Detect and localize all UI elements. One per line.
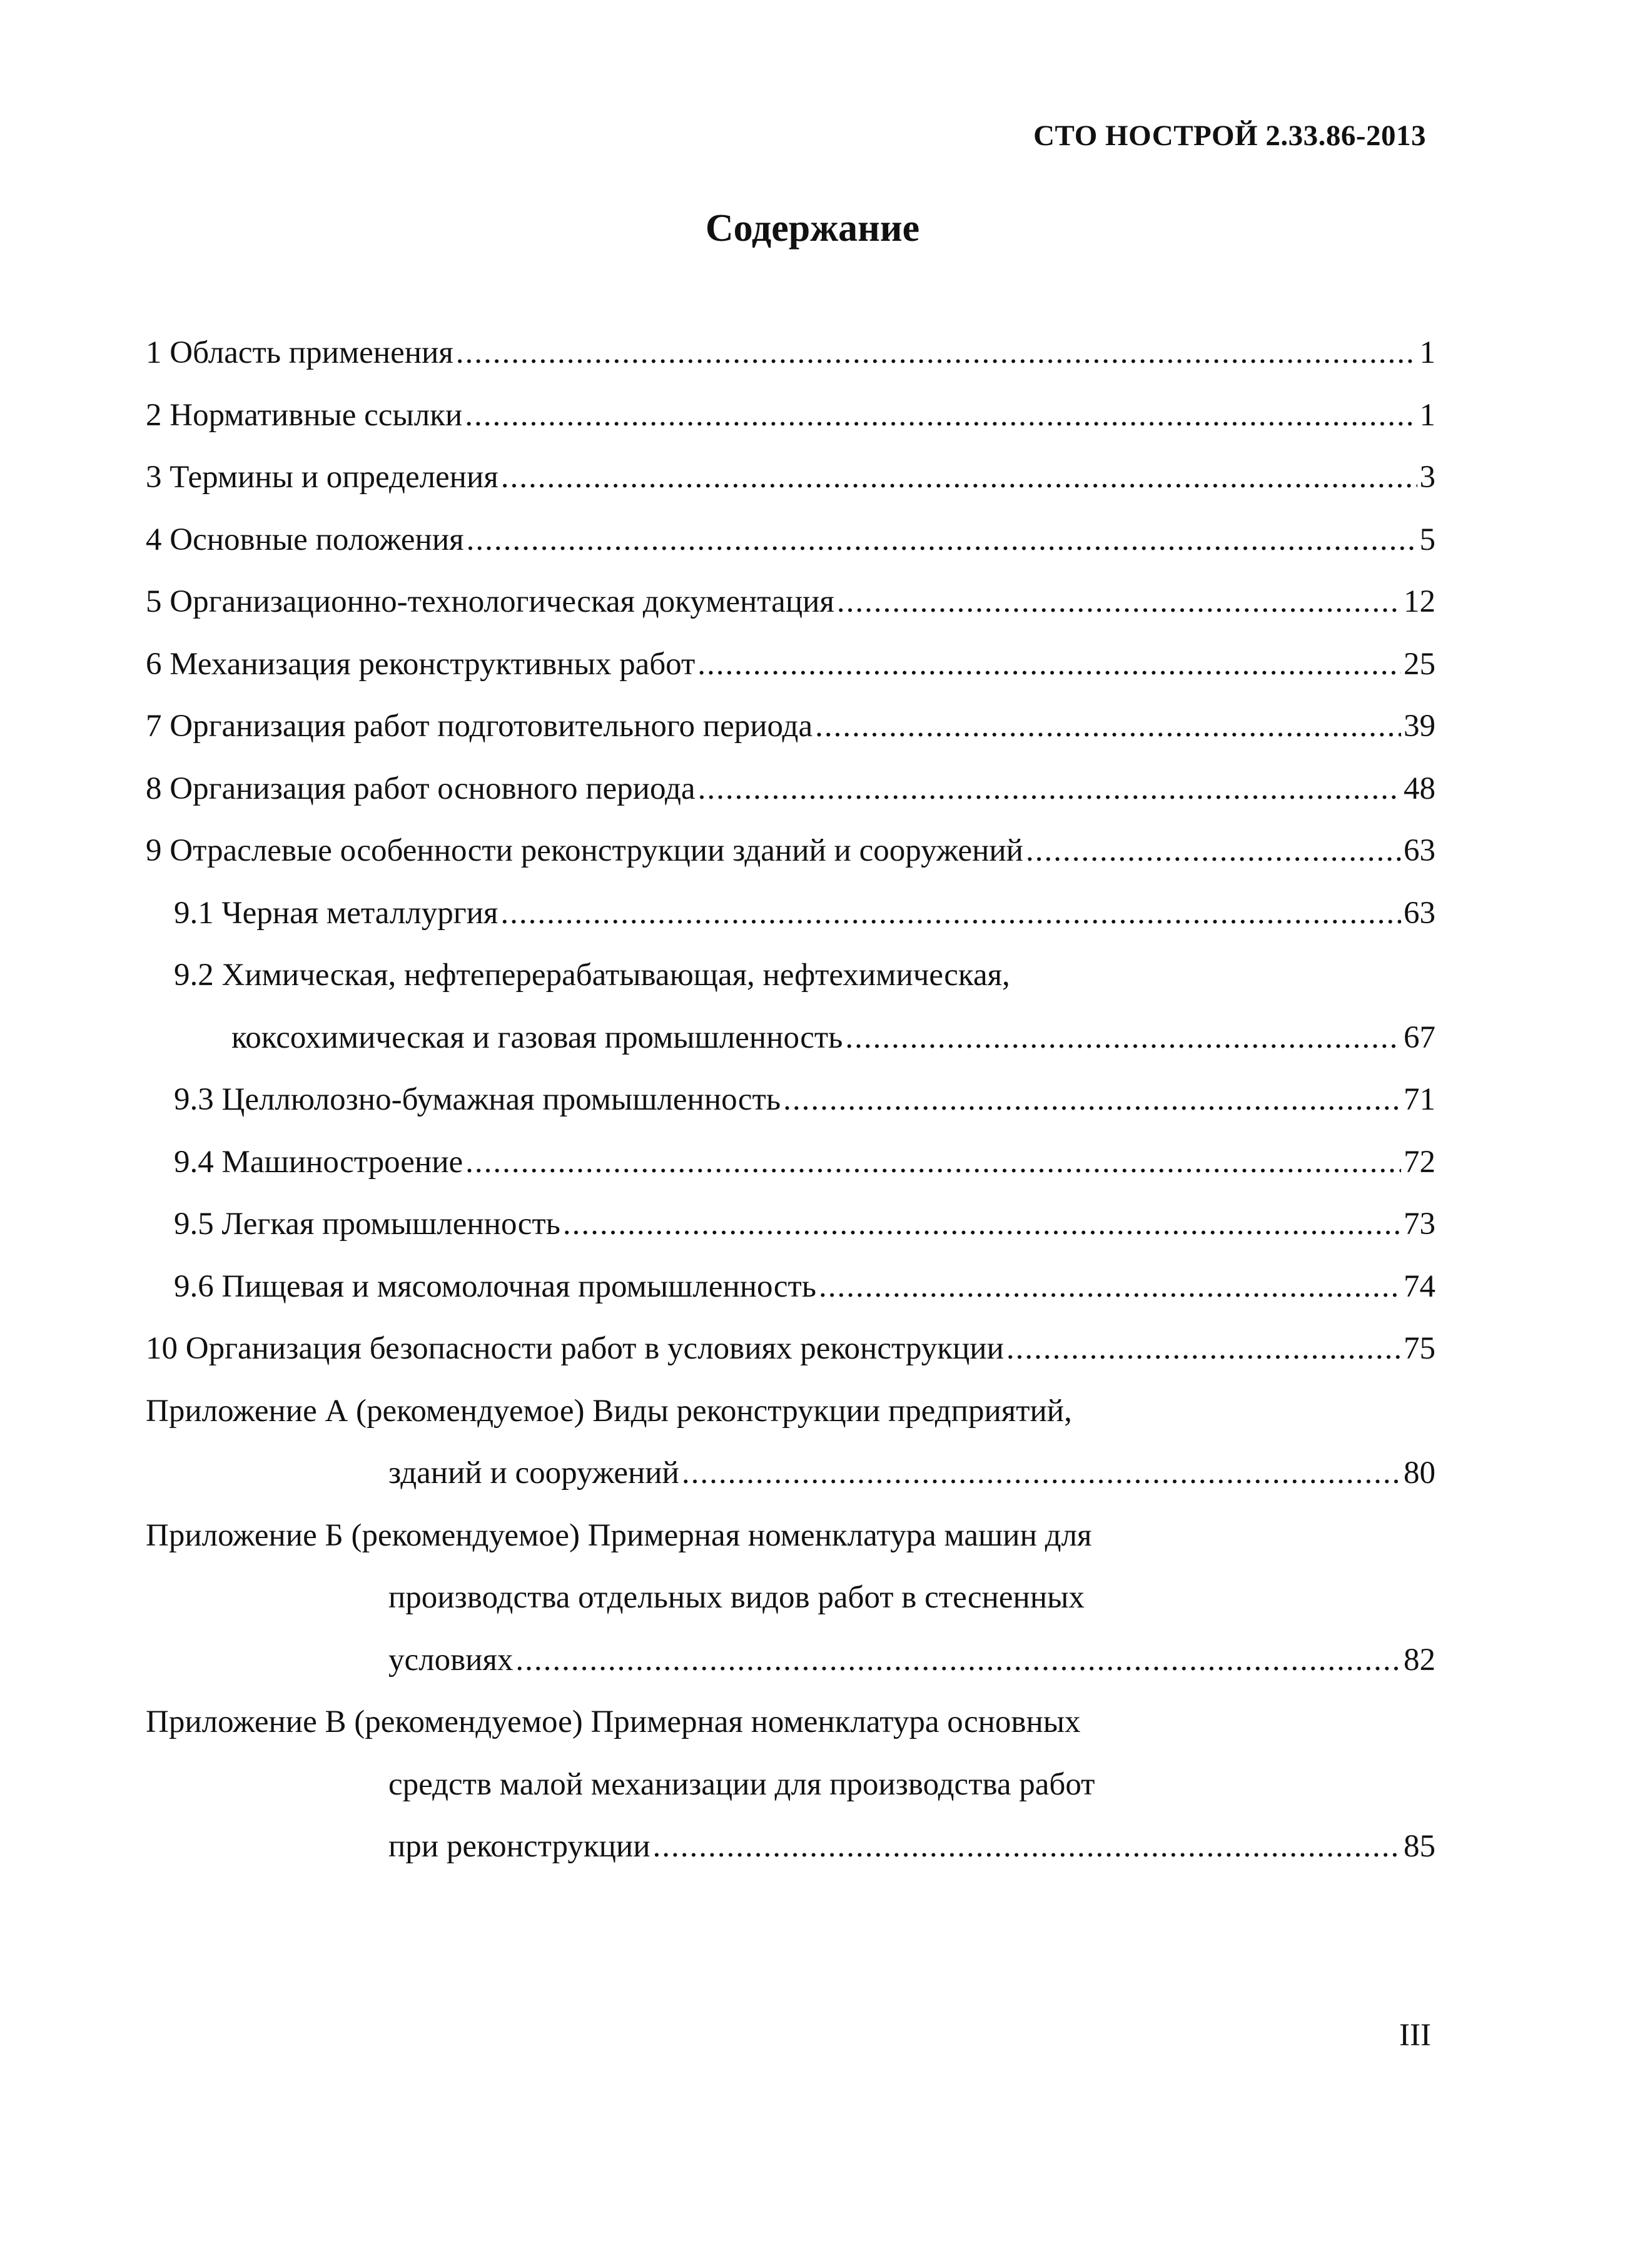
toc-entry-title: Приложение Б (рекомендуемое) Примерная номенклатура машин для [146,1517,1092,1553]
toc-entry-title: 9.3 Целлюлозно-бумажная промышленность [174,1082,781,1117]
toc-entry[interactable] [146,820,1435,883]
dot-leader [467,509,1417,572]
toc-entry[interactable] [146,509,1435,572]
toc-line [146,1754,1435,1816]
toc-entry[interactable] [146,447,1435,509]
toc-entry-title: 9.6 Пищевая и мясомолочная промышленность [174,1268,816,1304]
toc-line [146,1193,1435,1256]
toc-line [146,883,1435,945]
toc-line [146,1629,1435,1692]
toc-line [146,385,1435,447]
toc-line [146,1567,1435,1629]
toc-page-number: 1 [1419,397,1435,433]
toc-page-number: 71 [1404,1082,1435,1117]
toc-line [146,1007,1435,1070]
toc-entry-title: 9.4 Машиностроение [174,1144,463,1180]
toc-line [146,1691,1435,1754]
toc-entry-title: 5 Организационно-технологическая документация [146,584,834,619]
toc-entry-title: условиях [388,1642,514,1678]
toc-page-number: 67 [1404,1020,1435,1055]
toc-entry[interactable] [146,1318,1435,1380]
toc-line [146,1318,1435,1380]
toc-entry-title: 8 Организация работ основного периода [146,771,696,806]
document-code: СТО НОСТРОЙ 2.33.86-2013 [1033,119,1426,152]
dot-leader [501,447,1417,509]
dot-leader [1026,820,1401,883]
toc-entry[interactable] [146,883,1435,945]
dot-leader [837,571,1401,634]
toc-line [146,1256,1435,1319]
page-number: III [1399,2018,1431,2053]
toc-entry[interactable] [146,1505,1435,1692]
toc-entry-title: 10 Организация безопасности работ в условиях реконструкции [146,1331,1004,1366]
toc-line [146,696,1435,758]
toc-entry-title: 3 Термины и определения [146,460,499,495]
toc-entry[interactable] [146,571,1435,634]
toc-entry-title: Приложение В (рекомендуемое) Примерная номенклатура основных [146,1704,1081,1739]
toc-page-number: 63 [1404,833,1435,868]
toc-line [146,758,1435,821]
dot-leader [819,1256,1401,1319]
dot-leader [682,1442,1401,1505]
toc-entry[interactable] [146,385,1435,447]
dot-leader [1006,1318,1401,1380]
toc-line [146,1131,1435,1194]
dot-leader [515,1629,1401,1692]
table-of-contents [146,322,1435,1878]
toc-page-number: 39 [1404,709,1435,744]
toc-entry[interactable] [146,1256,1435,1319]
toc-entry-title: 9 Отраслевые особенности реконструкции зданий и сооружений [146,833,1023,868]
toc-page-number: 73 [1404,1207,1435,1242]
toc-entry-title: производства отдельных видов работ в стесненных [388,1580,1085,1615]
toc-line [146,1816,1435,1878]
toc-page-number: 48 [1404,771,1435,806]
dot-leader [465,1131,1401,1194]
toc-entry-title: 6 Механизация реконструктивных работ [146,646,696,682]
toc-line [146,322,1435,385]
toc-page-number: 74 [1404,1268,1435,1304]
dot-leader [698,758,1401,821]
toc-page-number: 12 [1404,584,1435,619]
toc-page-number: 82 [1404,1642,1435,1678]
toc-entry-title: 9.5 Легкая промышленность [174,1207,560,1242]
toc-entry-title: 9.2 Химическая, нефтеперерабатывающая, нефтехимическая, [174,958,1010,993]
toc-entry[interactable] [146,944,1435,1069]
toc-entry-title: 7 Организация работ подготовительного периода [146,709,813,744]
dot-leader [783,1069,1401,1131]
toc-line [146,1442,1435,1505]
toc-entry-title: средств малой механизации для производства работ [388,1766,1095,1802]
toc-page-number: 25 [1404,646,1435,682]
toc-line [146,571,1435,634]
toc-entry[interactable] [146,1069,1435,1131]
dot-leader [697,634,1401,696]
toc-line [146,1505,1435,1567]
toc-page-number: 5 [1419,522,1435,557]
toc-line [146,509,1435,572]
toc-entry[interactable] [146,696,1435,758]
toc-entry-title: 9.1 Черная металлургия [174,895,499,931]
toc-entry[interactable] [146,1131,1435,1194]
toc-entry[interactable] [146,634,1435,696]
dot-leader [845,1007,1401,1070]
dot-leader [465,385,1417,447]
toc-page-number: 72 [1404,1144,1435,1180]
toc-entry[interactable] [146,1193,1435,1256]
toc-entry[interactable] [146,322,1435,385]
toc-entry-title: зданий и сооружений [388,1455,679,1491]
toc-entry-title: Приложение А (рекомендуемое) Виды реконструкции предприятий, [146,1393,1072,1429]
toc-entry[interactable] [146,1691,1435,1878]
toc-line [146,447,1435,509]
toc-entry-title: 1 Область применения [146,335,453,370]
toc-line [146,1380,1435,1443]
dot-leader [456,322,1417,385]
toc-page-number: 75 [1404,1331,1435,1366]
dot-leader [815,696,1401,758]
toc-entry-title: при реконструкции [388,1829,651,1864]
dot-leader [563,1193,1401,1256]
toc-page-number: 85 [1404,1829,1435,1864]
toc-page-number: 80 [1404,1455,1435,1491]
toc-entry-title: 4 Основные положения [146,522,464,557]
dot-leader [500,883,1401,945]
toc-entry[interactable] [146,1380,1435,1505]
toc-page-number: 3 [1419,460,1435,495]
toc-line [146,820,1435,883]
toc-line [146,1069,1435,1131]
toc-page-number: 63 [1404,895,1435,931]
page-title: Содержание [705,207,920,250]
toc-entry-title: коксохимическая и газовая промышленность [231,1020,843,1055]
toc-line [146,634,1435,696]
toc-line [146,944,1435,1007]
toc-entry-title: 2 Нормативные ссылки [146,397,463,433]
toc-page-number: 1 [1419,335,1435,370]
toc-entry[interactable] [146,758,1435,821]
dot-leader [652,1816,1401,1878]
